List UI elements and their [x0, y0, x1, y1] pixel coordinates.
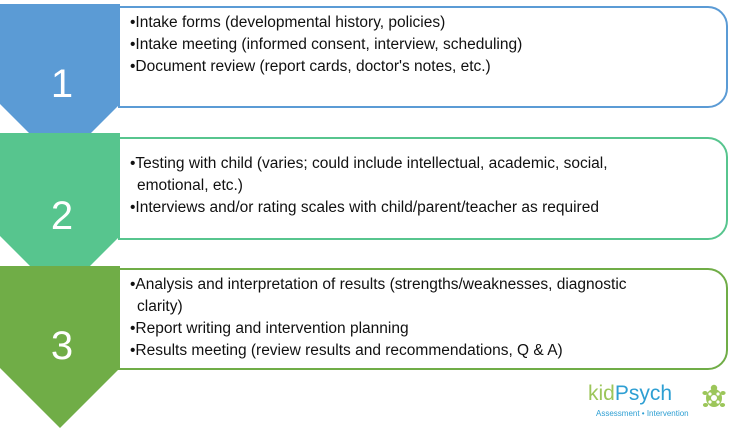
step-3-item-1: •Analysis and interpretation of results (strengths/weaknesses, diagnostic [130, 276, 627, 293]
step-3-item-3: •Results meeting (review results and recommendations, Q & A) [130, 342, 563, 359]
step-2-item-1-cont: emotional, etc.) [137, 177, 243, 194]
logo-wordmark [588, 382, 672, 406]
step-3-panel [118, 268, 728, 370]
logo-tagline: Assessment • Intervention [596, 409, 689, 418]
step-1-item-3: •Document review (report cards, doctor's notes, etc.) [130, 58, 491, 75]
step-1-item-2: •Intake meeting (informed consent, interview, scheduling) [130, 36, 523, 53]
step-1-panel [118, 6, 728, 108]
step-1-item-1: •Intake forms (developmental history, policies) [130, 14, 446, 31]
step-1-number: 1 [50, 62, 74, 106]
logo-kid-text: kid [588, 382, 615, 405]
turtle-icon [702, 384, 726, 415]
step-3-number: 3 [50, 324, 74, 368]
step-2-item-1: •Testing with child (varies; could include intellectual, academic, social, [130, 155, 608, 172]
step-2-panel [118, 137, 728, 240]
step-3-item-2: •Report writing and intervention planning [130, 320, 409, 337]
step-2-number: 2 [50, 194, 74, 238]
step-2-item-2: •Interviews and/or rating scales with child/parent/teacher as required [130, 199, 599, 216]
kidpsych-logo [588, 382, 728, 426]
logo-psych-text: Psych [614, 382, 673, 405]
step-3-item-1-cont: clarity) [137, 298, 183, 315]
